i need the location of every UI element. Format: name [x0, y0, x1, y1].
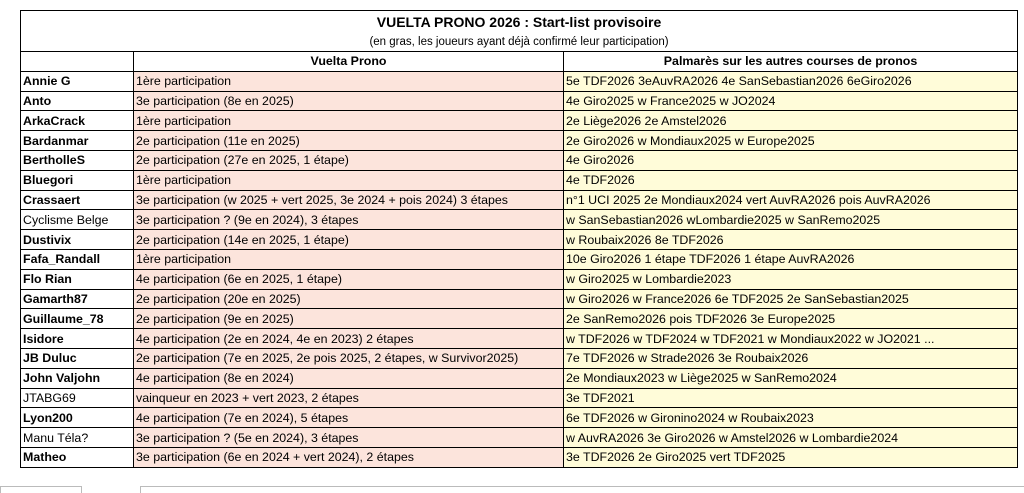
- player-name-cell[interactable]: Bluegori: [21, 170, 134, 190]
- vuelta-cell[interactable]: 2e participation (11e en 2025): [134, 131, 564, 151]
- palmares-cell[interactable]: w Giro2025 w Lombardie2023: [564, 269, 1018, 289]
- table-row: [21, 150, 1018, 170]
- vuelta-cell[interactable]: 2e participation (7e en 2025, 2e pois 2025, 2 étapes, w Survivor2025): [134, 348, 564, 368]
- vuelta-cell[interactable]: 3e participation ? (5e en 2024), 3 étapes: [134, 428, 564, 448]
- table-row: [21, 368, 1018, 388]
- vuelta-cell[interactable]: 4e participation (6e en 2025, 1 étape): [134, 269, 564, 289]
- player-name-cell[interactable]: JTABG69: [21, 388, 134, 408]
- palmares-cell[interactable]: w SanSebastian2026 wLombardie2025 w SanRemo2025: [564, 210, 1018, 230]
- player-name-cell[interactable]: Bardanmar: [21, 131, 134, 151]
- player-name-cell[interactable]: Crassaert: [21, 190, 134, 210]
- vuelta-cell[interactable]: 1ère participation: [134, 170, 564, 190]
- player-name-cell[interactable]: Fafa_Randall: [21, 249, 134, 269]
- vuelta-cell[interactable]: 4e participation (2e en 2024, 4e en 2023) 2 étapes: [134, 329, 564, 349]
- table-row: [21, 249, 1018, 269]
- table-row: [21, 388, 1018, 408]
- table-row: [21, 91, 1018, 111]
- player-name-cell[interactable]: Gamarth87: [21, 289, 134, 309]
- table-row: [21, 71, 1018, 91]
- player-name-cell[interactable]: Flo Rian: [21, 269, 134, 289]
- header-vuelta-cell[interactable]: Vuelta Prono: [134, 52, 564, 72]
- player-name-cell[interactable]: Annie G: [21, 71, 134, 91]
- player-name-cell[interactable]: JB Duluc: [21, 348, 134, 368]
- table-row: [21, 230, 1018, 250]
- player-name-cell[interactable]: Cyclisme Belge: [21, 210, 134, 230]
- table-row: [21, 111, 1018, 131]
- palmares-cell[interactable]: w AuvRA2026 3e Giro2026 w Amstel2026 w Lombardie2024: [564, 428, 1018, 448]
- table-row: [21, 428, 1018, 448]
- player-name-cell[interactable]: Isidore: [21, 329, 134, 349]
- vuelta-cell[interactable]: 3e participation (8e en 2025): [134, 91, 564, 111]
- palmares-cell[interactable]: w Roubaix2026 8e TDF2026: [564, 230, 1018, 250]
- player-name-cell[interactable]: Matheo: [21, 447, 134, 467]
- vuelta-cell[interactable]: 2e participation (27e en 2025, 1 étape): [134, 150, 564, 170]
- vuelta-cell[interactable]: 2e participation (20e en 2025): [134, 289, 564, 309]
- table-row: [21, 269, 1018, 289]
- palmares-cell[interactable]: 10e Giro2026 1 étape TDF2026 1 étape AuvRA2026: [564, 249, 1018, 269]
- player-name-cell[interactable]: John Valjohn: [21, 368, 134, 388]
- palmares-cell[interactable]: 6e TDF2026 w Gironino2024 w Roubaix2023: [564, 408, 1018, 428]
- palmares-cell[interactable]: 4e Giro2025 w France2025 w JO2024: [564, 91, 1018, 111]
- palmares-cell[interactable]: 2e Mondiaux2023 w Liège2025 w SanRemo2024: [564, 368, 1018, 388]
- palmares-cell[interactable]: 2e Liège2026 2e Amstel2026: [564, 111, 1018, 131]
- sheet-subtitle[interactable]: (en gras, les joueurs ayant déjà confirmé leur participation): [21, 33, 1018, 52]
- palmares-cell[interactable]: 2e SanRemo2026 pois TDF2026 3e Europe2025: [564, 309, 1018, 329]
- table-row: [21, 210, 1018, 230]
- table-row: [21, 170, 1018, 190]
- table-row: [21, 309, 1018, 329]
- palmares-cell[interactable]: w TDF2026 w TDF2024 w TDF2021 w Mondiaux2022 w JO2021 ...: [564, 329, 1018, 349]
- player-name-cell[interactable]: Dustivix: [21, 230, 134, 250]
- player-name-cell[interactable]: Manu Téla?: [21, 428, 134, 448]
- vuelta-cell[interactable]: 4e participation (8e en 2024): [134, 368, 564, 388]
- palmares-cell[interactable]: n°1 UCI 2025 2e Mondiaux2024 vert AuvRA2026 pois AuvRA2026: [564, 190, 1018, 210]
- header-palmares-cell[interactable]: Palmarès sur les autres courses de pronos: [564, 52, 1018, 72]
- header-name-cell[interactable]: [21, 52, 134, 72]
- sheet-title[interactable]: VUELTA PRONO 2026 : Start-list provisoire: [21, 11, 1018, 34]
- startlist-table: [20, 10, 1018, 468]
- player-name-cell[interactable]: Anto: [21, 91, 134, 111]
- table-row: [21, 348, 1018, 368]
- palmares-cell[interactable]: 3e TDF2026 2e Giro2025 vert TDF2025: [564, 447, 1018, 467]
- vuelta-cell[interactable]: 3e participation (w 2025 + vert 2025, 3e 2024 + pois 2024) 3 étapes: [134, 190, 564, 210]
- vuelta-cell[interactable]: vainqueur en 2023 + vert 2023, 2 étapes: [134, 388, 564, 408]
- palmares-cell[interactable]: 5e TDF2026 3eAuvRA2026 4e SanSebastian2026 6eGiro2026: [564, 71, 1018, 91]
- player-name-cell[interactable]: ArkaCrack: [21, 111, 134, 131]
- palmares-cell[interactable]: 4e TDF2026: [564, 170, 1018, 190]
- player-name-cell[interactable]: BertholleS: [21, 150, 134, 170]
- palmares-cell[interactable]: 3e TDF2021: [564, 388, 1018, 408]
- palmares-cell[interactable]: 4e Giro2026: [564, 150, 1018, 170]
- vuelta-cell[interactable]: 3e participation ? (9e en 2024), 3 étapes: [134, 210, 564, 230]
- vuelta-cell[interactable]: 1ère participation: [134, 249, 564, 269]
- table-row: [21, 131, 1018, 151]
- vuelta-cell[interactable]: 1ère participation: [134, 71, 564, 91]
- vuelta-cell[interactable]: 2e participation (9e en 2025): [134, 309, 564, 329]
- palmares-cell[interactable]: 7e TDF2026 w Strade2026 3e Roubaix2026: [564, 348, 1018, 368]
- vuelta-cell[interactable]: 1ère participation: [134, 111, 564, 131]
- table-row: [21, 408, 1018, 428]
- table-row: [21, 329, 1018, 349]
- palmares-cell[interactable]: 2e Giro2026 w Mondiaux2025 w Europe2025: [564, 131, 1018, 151]
- header-row: [21, 52, 1018, 72]
- table-row: [21, 289, 1018, 309]
- table-row: [21, 190, 1018, 210]
- palmares-cell[interactable]: w Giro2026 w France2026 6e TDF2025 2e SanSebastian2025: [564, 289, 1018, 309]
- subtitle-row: [21, 33, 1018, 52]
- horizontal-scrollbar[interactable]: [140, 486, 1024, 493]
- vuelta-cell[interactable]: 2e participation (14e en 2025, 1 étape): [134, 230, 564, 250]
- table-row: [21, 447, 1018, 467]
- vuelta-cell[interactable]: 4e participation (7e en 2024), 5 étapes: [134, 408, 564, 428]
- vuelta-cell[interactable]: 3e participation (6e en 2024 + vert 2024), 2 étapes: [134, 447, 564, 467]
- sheet-tab-bar-left: [0, 486, 82, 493]
- title-row: [21, 11, 1018, 34]
- player-name-cell[interactable]: Guillaume_78: [21, 309, 134, 329]
- player-name-cell[interactable]: Lyon200: [21, 408, 134, 428]
